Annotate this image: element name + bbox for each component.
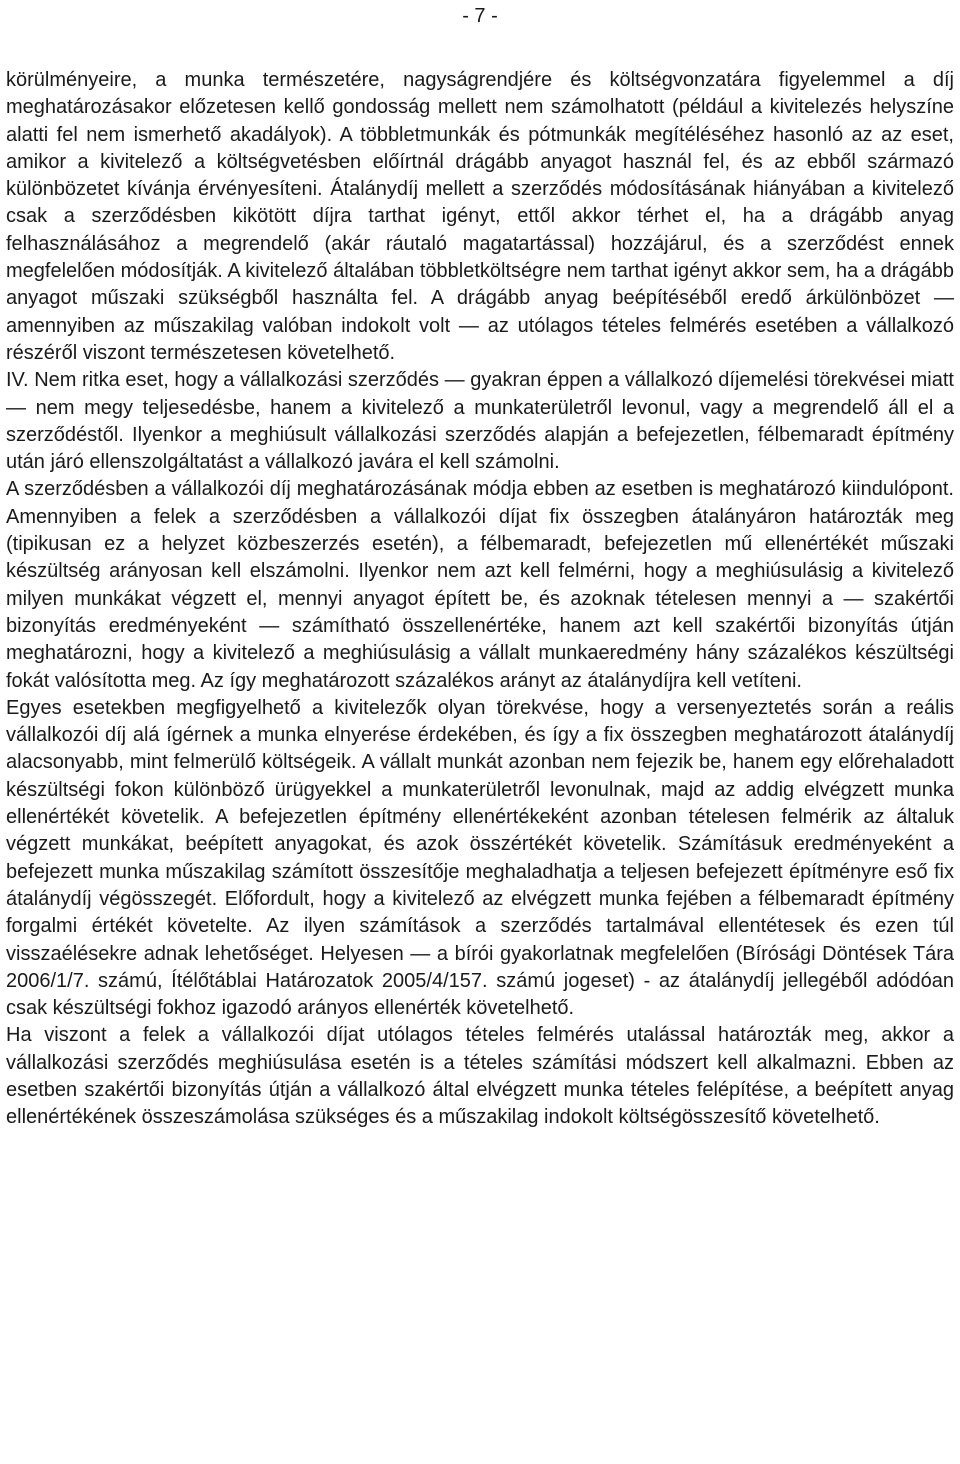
paragraph-underbidding: Egyes esetekben megfigyelhető a kivitelezők olyan törekvése, hogy a versenyeztetés során a reális vállalkozói díj alá ígérnek a munka elnyerése érdekében, és így a fix összegben meghatározott átalánydíj alacsonyabb, mint felmerülő költségeik. A vállalt munkát azonban nem fejezik be, hanem egy előrehaladott készültségi fokon különböző ürügyekkel a munkaterületről levonulnak, majd az addig elvégzett munka ellenértékét követelik. A befejezetlen építmény ellenértékeként azonban tételesen felmérik az általuk végzett munkákat, beépített anyagokat, és azok összértékét követelik. Számításuk eredményeként a befejezett munka műszakilag számított összesítője meghaladhatja a teljesen befejezett építményre eső fix átalánydíj végösszegét. Előfordult, hogy a kivitelező az elvégzett munka fejében a félbemaradt építmény forgalmi értékét követelte. Az ilyen számítások a szerződés tartalmával ellentétesek és ezen túl visszaélésekre adnak lehetőséget. Helyesen — a bírói gyakorlatnak megfelelően (Bírósági Döntések Tára 2006/1/7. számú, Ítélőtáblai Határozatok 2005/4/157. számú jogeset) - az átalánydíj jellegéből adódóan csak készültségi fokhoz igazodó arányos ellenérték követelhető. (6, 696, 954, 1020)
document-body (6, 67, 954, 1132)
paragraph-fee-determination: A szerződésben a vállalkozói díj meghatározásának módja ebben az esetben is meghatározó kiindulópont. Amennyiben a felek a szerződésben a vállalkozói díjat fix összegben átalányáron határozták meg (tipikusan ez a helyzet közbeszerzés esetén), a félbemaradt, befejezetlen mű ellenértékét műszaki készültség arányosan kell elszámolni. Ilyenkor nem azt kell felmérni, hogy a meghiúsulásig a kivitelező milyen munkákat végzett el, mennyi anyagot épített be, és azoknak tételesen mennyi a — szakértői bizonyítás eredményeként — számítható összellenértéke, hanem azt kell szakértői bizonyítás útján meghatározni, hogy a kivitelező a meghiúsulásig a vállalt munkaeredmény hány százalékos készültségi fokát valósította meg. Az így meghatározott százalékos arányt az átalánydíjra kell vetíteni. (6, 478, 954, 692)
page-number: - 7 - (462, 5, 498, 27)
paragraph-itemized-survey: Ha viszont a felek a vállalkozói díjat utólagos tételes felmérés utalással határozták meg, akkor a vállalkozási szerződés meghiúsulása esetén is a tételes számítási módszert kell alkalmazni. Ebben az esetben szakértői bizonyítás útján a vállalkozó által elvégzett munka tételes felépítése, a beépített anyag ellenértékének összeszámolása szükséges és a műszakilag indokolt költségösszesítő követelhető. (6, 1024, 954, 1129)
paragraph-contract-price-changes: körülményeire, a munka természetére, nagyságrendjére és költségvonzatára figyelemmel a díj meghatározásakor előzetesen kellő gondosság mellett nem számolhatott (például a kivitelezés helyszíne alatti fel nem ismerhető akadályok). A többletmunkák és pótmunkák megítéléséhez hasonló az az eset, amikor a kivitelező a költségvetésben előírtnál drágább anyagot használ fel, és az ebből származó különbözetet kívánja érvényesíteni. Átalánydíj mellett a szerződés módosításának hiányában a kivitelező csak a szerződésben kikötött díjra tarthat igényt, ettől akkor térhet el, ha a drágább anyag felhasználásához a megrendelő (akár ráutaló magatartással) hozzájárul, és a szerződést ennek megfelelően módosítják. A kivitelező általában többletköltségre nem tarthat igényt akkor sem, ha a drágább anyagot műszaki szükségből használta fel. A drágább anyag beépítéséből eredő árkülönbözet — amennyiben az műszakilag valóban indokolt volt — az utólagos tételes felmérés esetében a vállalkozó részéről viszont természetesen követelhető. (6, 69, 954, 364)
paragraph-section-iv: IV. Nem ritka eset, hogy a vállalkozási szerződés — gyakran éppen a vállalkozó díjemelési törekvései miatt — nem megy teljesedésbe, hanem a kivitelező a munkaterületről levonul, vagy a megrendelő áll el a szerződéstől. Ilyenkor a meghiúsult vállalkozási szerződés alapján a befejezetlen, félbemaradt építmény után járó ellenszolgáltatást a vállalkozó javára el kell számolni. (6, 369, 954, 474)
